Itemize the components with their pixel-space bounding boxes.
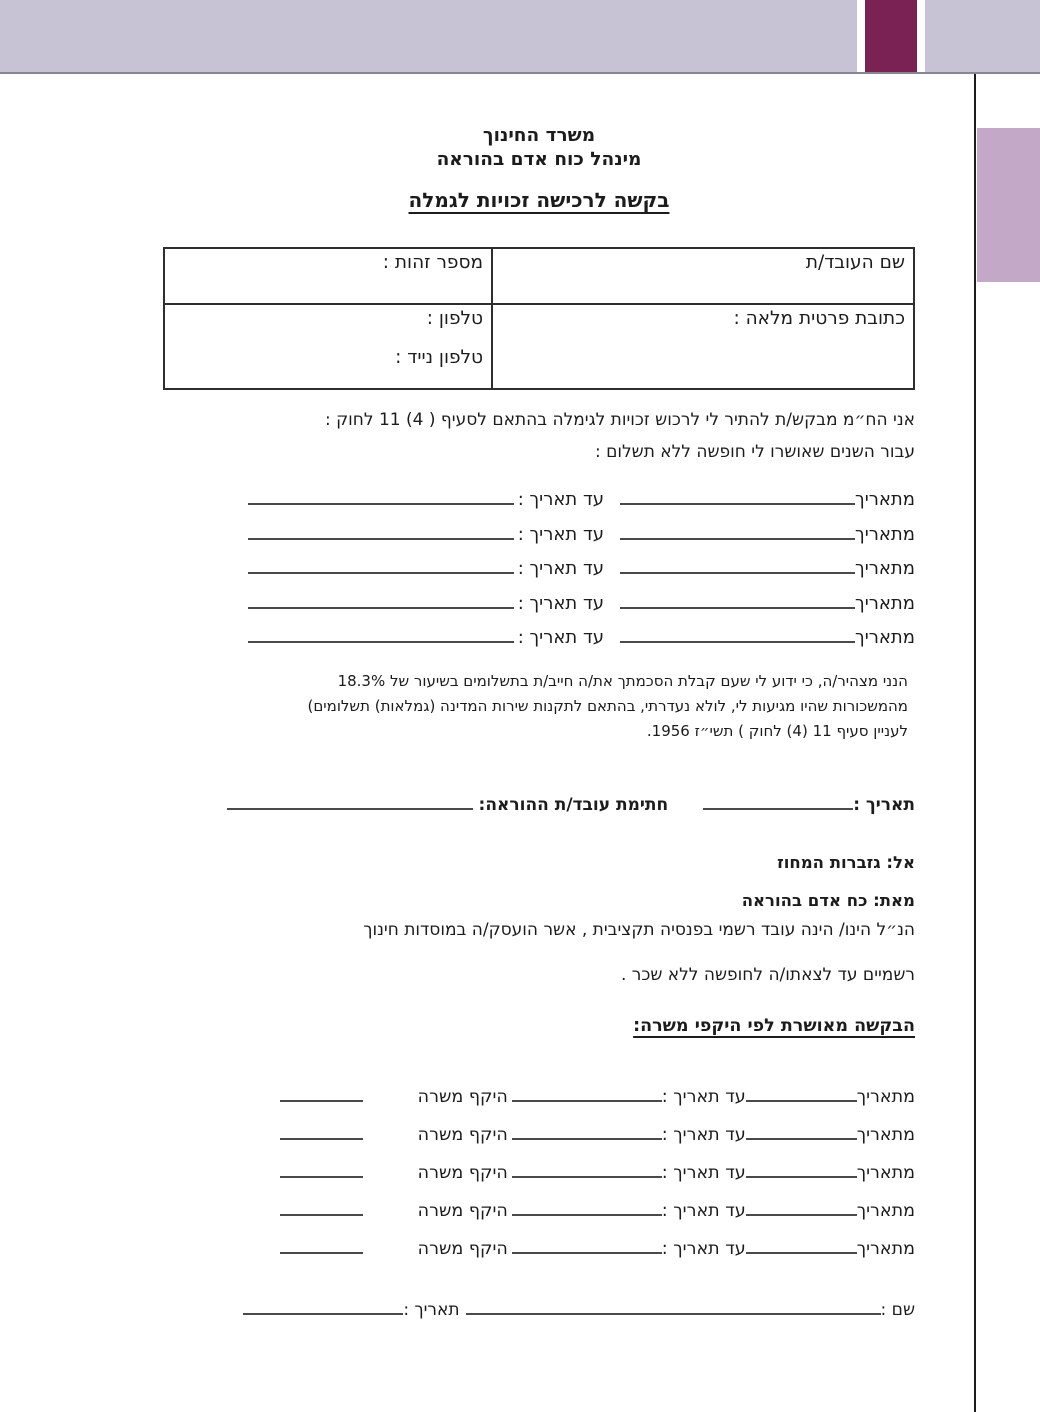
position-scope-line[interactable] bbox=[280, 1156, 363, 1178]
employee-name-label: שם העובד/ת bbox=[805, 252, 905, 273]
band-slit-right bbox=[917, 0, 925, 72]
form-title-row bbox=[163, 188, 915, 212]
from-date-label: מתאריך bbox=[856, 1239, 915, 1259]
request-intro bbox=[160, 404, 915, 468]
position-scope-label: היקף משרה bbox=[417, 1239, 508, 1259]
to-date-line[interactable] bbox=[512, 1232, 662, 1254]
from-date-line[interactable] bbox=[746, 1194, 857, 1216]
phone-label: טלפון : bbox=[426, 308, 484, 329]
routing-from: מאת: כח אדם בהוראה bbox=[741, 891, 915, 910]
org-name: משרד החינוך bbox=[482, 125, 596, 146]
from-date-label: מתאריך bbox=[855, 627, 915, 648]
to-date-line[interactable] bbox=[248, 587, 514, 609]
signature-date-line[interactable] bbox=[703, 788, 853, 810]
position-scope-line[interactable] bbox=[280, 1232, 363, 1254]
footer-name-line[interactable] bbox=[466, 1293, 881, 1315]
from-date-line[interactable] bbox=[746, 1156, 857, 1178]
to-date-label: עד תאריך : bbox=[517, 489, 605, 510]
declaration-line3: לעניין סעיף 11 (4) לחוק ) תשי״ז 1956. bbox=[646, 722, 908, 740]
employee-name-cell[interactable] bbox=[492, 248, 914, 304]
employee-table bbox=[163, 247, 915, 390]
signature-row bbox=[160, 788, 915, 815]
approval-row bbox=[160, 1080, 915, 1118]
to-date-line[interactable] bbox=[248, 518, 514, 540]
to-date-line[interactable] bbox=[512, 1156, 662, 1178]
declaration-line2-tail: (תשלומים bbox=[307, 697, 370, 715]
to-date-line[interactable] bbox=[512, 1194, 662, 1216]
to-date-line[interactable] bbox=[248, 552, 514, 574]
to-date-line[interactable] bbox=[512, 1118, 662, 1140]
declaration-line2 bbox=[195, 694, 908, 719]
declaration-line1: הנני מצהיר/ה, כי ידוע לי שעם קבלת הסכמתך את/ה חייב/ת בתשלומים בשיעור של 18.3% bbox=[337, 672, 908, 690]
band-slit-left bbox=[857, 0, 865, 72]
routing-body-line2: רשמיים עד לצאתו/ה לחופשה ללא שכר . bbox=[620, 965, 915, 985]
to-date-line[interactable] bbox=[248, 621, 514, 643]
position-scope-line[interactable] bbox=[280, 1118, 363, 1140]
approval-heading: הבקשה מאושרת לפי היקפי משרה: bbox=[633, 1016, 915, 1036]
request-intro-line1: אני הח״מ מבקש/ת להתיר לי לרכוש זכויות לגימלה בהתאם לסעיף ( 4) 11 לחוק : bbox=[324, 410, 915, 430]
from-date-line[interactable] bbox=[620, 518, 855, 540]
footer-date-line[interactable] bbox=[243, 1293, 403, 1315]
position-scope-label: היקף משרה bbox=[417, 1125, 508, 1145]
leave-period-row bbox=[160, 483, 915, 518]
footer-row bbox=[160, 1293, 915, 1320]
leave-period-row bbox=[160, 621, 915, 656]
address-cell[interactable] bbox=[492, 304, 914, 389]
position-scope-line[interactable] bbox=[280, 1194, 363, 1216]
leave-period-row bbox=[160, 552, 915, 587]
from-date-label: מתאריך bbox=[855, 558, 915, 579]
teacher-signature-label: חתימת עובד/ת ההוראה: bbox=[478, 795, 669, 815]
routing-body-line1: הנ״ל הינו/ הינה עובד רשמי בפנסיה תקציבית , אשר הועסק/ה במוסדות חינוך bbox=[363, 920, 915, 940]
to-date-label: עד תאריך : bbox=[661, 1163, 746, 1183]
from-date-line[interactable] bbox=[746, 1080, 857, 1102]
from-date-line[interactable] bbox=[746, 1232, 857, 1254]
page-divider-line bbox=[974, 74, 976, 1412]
to-date-label: עד תאריך : bbox=[517, 558, 605, 579]
position-scope-label: היקף משרה bbox=[417, 1163, 508, 1183]
approval-row bbox=[160, 1156, 915, 1194]
leave-period-rows bbox=[160, 483, 915, 656]
from-date-label: מתאריך bbox=[856, 1125, 915, 1145]
leave-period-row bbox=[160, 518, 915, 553]
from-date-label: מתאריך bbox=[855, 592, 915, 614]
teacher-signature-line[interactable] bbox=[227, 788, 473, 810]
id-number-cell[interactable] bbox=[164, 248, 492, 304]
from-date-line[interactable] bbox=[620, 552, 855, 574]
id-number-label: מספר זהות : bbox=[382, 252, 484, 273]
leave-period-row bbox=[160, 587, 915, 622]
to-date-label: עד תאריך : bbox=[661, 1087, 746, 1107]
approval-row bbox=[160, 1232, 915, 1270]
from-date-line[interactable] bbox=[746, 1118, 857, 1140]
to-date-label: עד תאריך : bbox=[517, 627, 605, 648]
position-scope-label: היקף משרה bbox=[417, 1087, 508, 1107]
routing-to: אל: גזברות המחוז bbox=[777, 853, 915, 872]
org-header bbox=[163, 124, 915, 172]
header-accent-bar bbox=[865, 0, 917, 72]
mobile-phone-label: טלפון נייד : bbox=[395, 347, 484, 368]
request-intro-line2: עבור השנים שאושרו לי חופשה ללא תשלום : bbox=[594, 442, 915, 462]
approval-heading-row bbox=[160, 1016, 915, 1036]
from-date-line[interactable] bbox=[620, 587, 855, 609]
to-date-line[interactable] bbox=[512, 1080, 662, 1102]
approval-row bbox=[160, 1118, 915, 1156]
approval-row bbox=[160, 1194, 915, 1232]
declaration-paragraph bbox=[195, 669, 908, 744]
to-date-line[interactable] bbox=[248, 483, 514, 505]
position-scope-label: היקף משרה bbox=[417, 1201, 508, 1221]
org-unit: מינהל כוח אדם בהוראה bbox=[436, 149, 642, 170]
form-title: בקשה לרכישה זכויות לגמלה bbox=[408, 188, 670, 212]
approval-rows bbox=[160, 1080, 915, 1270]
position-scope-line[interactable] bbox=[280, 1080, 363, 1102]
from-date-label: מתאריך bbox=[855, 489, 915, 510]
from-date-line[interactable] bbox=[620, 621, 855, 643]
to-date-label: עד תאריך : bbox=[661, 1125, 746, 1145]
from-date-label: מתאריך bbox=[856, 1087, 915, 1107]
from-date-line[interactable] bbox=[620, 483, 855, 505]
declaration-line2-main: מהמשכורות שהיו מגיעות לי, לולא נעדרתי, בהתאם לתקנות שירות המדינה (גמלאות) bbox=[374, 697, 908, 715]
address-label: כתובת פרטית מלאה : bbox=[733, 308, 905, 329]
footer-date-label: תאריך : bbox=[403, 1300, 460, 1320]
phone-cell[interactable] bbox=[164, 304, 492, 389]
from-date-label: מתאריך bbox=[856, 1163, 915, 1183]
to-date-label: עד תאריך : bbox=[517, 523, 605, 545]
from-date-label: מתאריך bbox=[855, 523, 915, 545]
footer-name-label: שם : bbox=[880, 1300, 915, 1320]
from-date-label: מתאריך bbox=[856, 1201, 915, 1221]
side-accent-block bbox=[977, 128, 1040, 282]
signature-date-label: תאריך : bbox=[853, 795, 915, 815]
to-date-label: עד תאריך : bbox=[517, 592, 605, 614]
to-date-label: עד תאריך : bbox=[661, 1239, 746, 1259]
to-date-label: עד תאריך : bbox=[661, 1201, 746, 1221]
